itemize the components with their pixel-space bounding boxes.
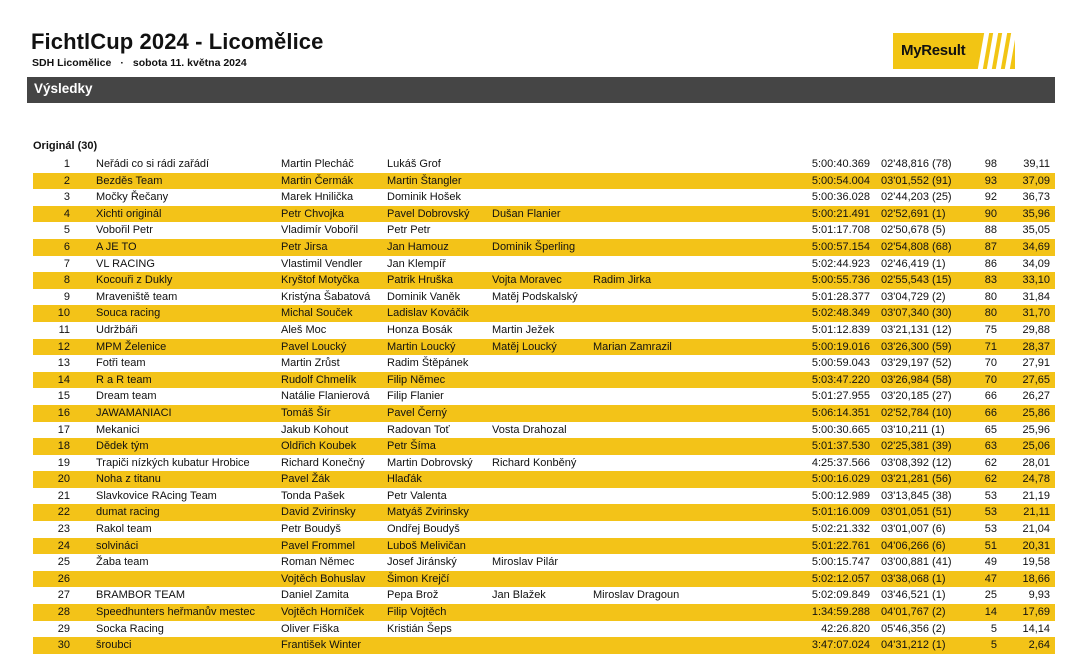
table-row [33,289,1055,306]
best-lap-cell: 03'01,552 (91) [881,174,952,187]
team-name-cell: Socka Racing [96,622,164,635]
team-name-cell: Mraveniště team [96,290,178,303]
member-cell: Luboš Melivičan [387,539,466,552]
member-cell: Šimon Krejčí [387,572,450,585]
member-cell: Filip Flanier [387,390,444,403]
avg-speed-cell: 25,06 [1022,440,1050,453]
laps-cell: 80 [984,307,997,320]
table-row [33,571,1055,588]
table-row [33,438,1055,455]
member-cell: Richard Konečný [281,456,365,469]
avg-speed-cell: 34,69 [1022,240,1050,253]
table-row [33,455,1055,472]
member-cell: Oliver Fiška [281,622,340,635]
laps-cell: 83 [984,274,997,287]
member-cell: Martin Loucký [387,340,456,353]
member-cell: Patrik Hruška [387,274,454,287]
section-header-bar [27,77,1055,103]
results-table [33,156,1055,654]
total-time-cell: 5:01:17.708 [811,224,870,237]
member-cell: Radim Jirka [593,274,652,287]
avg-speed-cell: 18,66 [1022,572,1050,585]
avg-speed-cell: 35,05 [1022,224,1050,237]
rank-cell: 23 [57,523,70,536]
table-row [33,305,1055,322]
team-name-cell: Fotři team [96,357,146,370]
team-name-cell: Souca racing [96,307,161,320]
laps-cell: 5 [990,639,997,652]
avg-speed-cell: 37,09 [1022,174,1050,187]
total-time-cell: 5:00:40.369 [811,158,870,170]
member-cell: Daniel Zamita [281,589,349,602]
team-name-cell: Rakol team [96,523,152,536]
total-time-cell: 5:06:14.351 [811,406,870,419]
total-time-cell: 5:00:16.029 [811,473,870,486]
total-time-cell: 5:01:37.530 [811,440,870,453]
total-time-cell: 5:00:59.043 [811,357,870,370]
member-cell: Martin Ježek [492,323,555,336]
team-name-cell: Žaba team [96,556,149,569]
rank-cell: 30 [57,639,70,652]
member-cell: Vojtěch Bohuslav [281,572,366,585]
team-name-cell: Trapiči nízkých kubatur Hrobice [96,456,250,469]
laps-cell: 70 [984,373,997,386]
avg-speed-cell: 25,96 [1022,423,1050,436]
team-name-cell: Noha z titanu [96,473,161,486]
team-name-cell: Vobořil Petr [96,224,153,237]
rank-cell: 21 [57,489,70,502]
best-lap-cell: 02'46,419 (1) [881,257,946,270]
avg-speed-cell: 21,19 [1022,489,1050,502]
table-row [33,538,1055,555]
member-cell: Ondřej Boudyš [387,523,460,536]
team-name-cell: Neřádi co si rádi zařádí [96,158,210,170]
avg-speed-cell: 28,01 [1022,456,1050,469]
member-cell: Hlaďák [387,473,422,486]
rank-cell: 28 [57,606,70,619]
rank-cell: 18 [57,440,70,453]
member-cell: Pavel Frommel [281,539,355,552]
total-time-cell: 5:00:36.028 [811,191,870,204]
team-name-cell: Slavkovice RAcing Team [96,489,217,502]
myresult-logo[interactable] [893,33,1015,69]
member-cell: Vladimír Vobořil [281,224,359,237]
best-lap-cell: 03'13,845 (38) [881,489,952,502]
best-lap-cell: 03'00,881 (41) [881,556,952,569]
best-lap-cell: 05'46,356 (2) [881,622,946,635]
table-row [33,206,1055,223]
avg-speed-cell: 20,31 [1022,539,1050,552]
best-lap-cell: 04'06,266 (6) [881,539,946,552]
team-name-cell: Xichti originál [96,207,162,220]
laps-cell: 70 [984,357,997,370]
member-cell: Vlastimil Vendler [281,257,363,270]
avg-speed-cell: 31,70 [1022,307,1050,320]
total-time-cell: 5:02:09.849 [811,589,870,602]
member-cell: František Winter [281,639,362,652]
avg-speed-cell: 21,11 [1023,506,1050,519]
table-row [33,504,1055,521]
member-cell: Pepa Brož [387,589,439,602]
laps-cell: 75 [984,323,997,336]
laps-cell: 93 [984,174,997,187]
rank-cell: 27 [57,589,70,602]
team-name-cell: JAWAMANIACI [96,406,172,419]
member-cell: Miroslav Pilár [492,556,559,569]
laps-cell: 62 [984,456,997,469]
team-name-cell: Dream team [96,390,157,403]
table-row [33,621,1055,638]
rank-cell: 17 [57,423,70,436]
avg-speed-cell: 19,58 [1022,556,1050,569]
rank-cell: 13 [57,357,70,370]
best-lap-cell: 02'55,543 (15) [881,274,952,287]
best-lap-cell: 03'01,007 (6) [881,523,946,536]
rank-cell: 4 [63,207,70,220]
logo-text: MyResult [901,42,966,59]
member-cell: Martin Zrůst [281,357,340,370]
table-row [33,239,1055,256]
avg-speed-cell: 35,96 [1022,207,1050,220]
member-cell: Martin Štangler [387,174,462,187]
table-row [33,405,1055,422]
avg-speed-cell: 29,88 [1022,323,1050,336]
member-cell: Kristýna Šabatová [281,290,371,303]
avg-speed-cell: 25,86 [1022,406,1050,419]
rank-cell: 7 [63,257,70,270]
member-cell: Dominik Šperling [492,240,576,253]
total-time-cell: 5:00:21.491 [811,207,870,220]
laps-cell: 71 [984,340,997,353]
total-time-cell: 5:01:28.377 [811,290,870,303]
rank-cell: 2 [63,174,70,187]
member-cell: Petr Chvojka [281,207,344,220]
team-name-cell: MPM Želenice [96,340,167,353]
member-cell: Matěj Podskalský [492,290,578,303]
organizer: SDH Licomělice [32,57,112,69]
member-cell: Rudolf Chmelík [281,373,357,386]
rank-cell: 3 [63,191,70,204]
member-cell: Michal Souček [281,307,353,320]
event-subtitle [32,57,247,69]
team-name-cell: Speedhunters heřmanův mestec [96,606,255,619]
team-name-cell: Močky Řečany [96,191,169,204]
member-cell: Martin Dobrovský [387,456,473,469]
member-cell: Jakub Kohout [281,423,349,436]
avg-speed-cell: 24,78 [1022,473,1050,486]
rank-cell: 11 [58,323,70,336]
best-lap-cell: 03'21,281 (56) [881,473,952,486]
best-lap-cell: 03'01,051 (51) [881,506,952,519]
laps-cell: 98 [984,158,997,170]
total-time-cell: 5:02:21.332 [811,523,870,536]
member-cell: Tonda Pašek [281,489,345,502]
best-lap-cell: 02'52,784 (10) [881,406,952,419]
laps-cell: 80 [984,290,997,303]
rank-cell: 10 [57,307,70,320]
table-row [33,488,1055,505]
best-lap-cell: 03'26,984 (58) [881,373,952,386]
laps-cell: 62 [984,473,997,486]
laps-cell: 92 [984,191,997,204]
team-name-cell: A JE TO [96,240,137,253]
member-cell: Aleš Moc [281,323,327,336]
total-time-cell: 5:01:16.009 [811,506,870,519]
member-cell: Pavel Dobrovský [387,207,470,220]
total-time-cell: 4:25:37.566 [811,456,870,469]
total-time-cell: 5:00:55.736 [811,274,870,287]
team-name-cell: šroubci [96,639,132,652]
laps-cell: 63 [984,440,997,453]
laps-cell: 90 [984,207,997,220]
avg-speed-cell: 39,11 [1023,158,1050,170]
avg-speed-cell: 27,91 [1022,357,1050,370]
team-name-cell: Kocouři z Dukly [96,274,173,287]
laps-cell: 25 [984,589,997,602]
member-cell: Josef Jiránský [387,556,457,569]
total-time-cell: 5:01:12.839 [811,323,870,336]
team-name-cell: Mekanici [96,423,140,436]
rank-cell: 20 [57,473,70,486]
best-lap-cell: 04'01,767 (2) [881,606,946,619]
team-name-cell: dumat racing [96,506,160,519]
member-cell: Vojtěch Horníček [281,606,365,619]
member-cell: Dušan Flanier [492,207,561,220]
rank-cell: 12 [57,340,70,353]
table-row [33,372,1055,389]
laps-cell: 88 [984,224,997,237]
logo-stripe [1005,33,1016,69]
member-cell: Ladislav Kováčik [387,307,469,320]
member-cell: Pavel Černý [387,406,447,419]
team-name-cell: Dědek tým [96,440,149,453]
best-lap-cell: 03'26,300 (59) [881,340,952,353]
total-time-cell: 5:00:15.747 [811,556,870,569]
laps-cell: 53 [984,506,997,519]
best-lap-cell: 02'54,808 (68) [881,240,952,253]
best-lap-cell: 02'48,816 (78) [881,158,952,170]
member-cell: Richard Konběný [492,456,577,469]
table-row [33,471,1055,488]
table-row [33,355,1055,372]
best-lap-cell: 03'08,392 (12) [881,456,952,469]
team-name-cell: solvináci [96,539,139,552]
member-cell: Martin Plecháč [281,158,354,170]
avg-speed-cell: 31,84 [1022,290,1050,303]
member-cell: Kryštof Motyčka [281,274,360,287]
table-row [33,222,1055,239]
page-title: FichtlCup 2024 - Licomělice [31,29,324,54]
table-row [33,422,1055,439]
member-cell: David Zvirinsky [281,506,356,519]
member-cell: Matyáš Zvirinsky [387,506,469,519]
total-time-cell: 5:02:48.349 [811,307,870,320]
event-date: sobota 11. května 2024 [132,57,247,69]
member-cell: Radovan Toť [387,423,450,436]
best-lap-cell: 03'04,729 (2) [881,290,946,303]
best-lap-cell: 02'44,203 (25) [881,191,952,204]
member-cell: Vojta Moravec [492,274,562,287]
rank-cell: 26 [57,572,70,585]
member-cell: Filip Vojtěch [387,606,447,619]
best-lap-cell: 03'38,068 (1) [881,572,946,585]
team-name-cell: Bezděs Team [96,174,163,187]
member-cell: Dominik Vaněk [387,290,461,303]
total-time-cell: 5:00:54.004 [811,174,870,187]
laps-cell: 66 [984,390,997,403]
table-row [33,637,1055,654]
member-cell: Petr Valenta [387,489,447,502]
member-cell: Dominik Hošek [387,191,461,204]
member-cell: Jan Blažek [492,589,546,602]
member-cell: Matěj Loucký [492,340,557,353]
best-lap-cell: 03'29,197 (52) [881,357,952,370]
table-row [33,339,1055,356]
rank-cell: 15 [57,390,70,403]
rank-cell: 25 [57,556,70,569]
laps-cell: 47 [984,572,997,585]
laps-cell: 87 [984,240,997,253]
rank-cell: 22 [57,506,70,519]
laps-cell: 5 [990,622,997,635]
member-cell: Filip Němec [387,373,446,386]
member-cell: Honza Bosák [387,323,453,336]
member-cell: Tomáš Šír [281,406,331,419]
team-name-cell: VL RACING [96,257,155,270]
total-time-cell: 5:01:22.761 [811,539,870,552]
table-row [33,173,1055,190]
total-time-cell: 5:02:12.057 [811,572,870,585]
laps-cell: 65 [984,423,997,436]
best-lap-cell: 03'21,131 (12) [881,323,952,336]
team-name-cell: R a R team [96,373,152,386]
rank-cell: 9 [63,290,70,303]
best-lap-cell: 02'25,381 (39) [881,440,952,453]
member-cell: Kristián Šeps [387,622,452,635]
member-cell: Miroslav Dragoun [593,589,680,602]
member-cell: Natálie Flanierová [281,390,370,403]
best-lap-cell: 03'46,521 (1) [881,589,946,602]
total-time-cell: 5:00:30.665 [811,423,870,436]
table-row [33,587,1055,604]
avg-speed-cell: 27,65 [1022,373,1050,386]
table-row [33,554,1055,571]
table-row [33,521,1055,538]
avg-speed-cell: 34,09 [1022,257,1050,270]
avg-speed-cell: 14,14 [1022,622,1050,635]
avg-speed-cell: 17,69 [1022,606,1050,619]
table-row [33,256,1055,273]
best-lap-cell: 04'31,212 (1) [881,639,946,652]
laps-cell: 49 [984,556,997,569]
member-cell: Petr Boudyš [281,523,341,536]
best-lap-cell: 03'20,185 (27) [881,390,952,403]
total-time-cell: 42:26.820 [821,622,870,635]
table-row [33,322,1055,339]
member-cell: Radim Štěpánek [387,357,469,370]
rank-cell: 16 [57,406,70,419]
table-row [33,388,1055,405]
total-time-cell: 5:00:57.154 [811,240,870,253]
total-time-cell: 5:00:12.989 [811,489,870,502]
table-row [33,604,1055,621]
total-time-cell: 5:01:27.955 [811,390,870,403]
member-cell: Pavel Žák [281,473,330,486]
member-cell: Marek Hnilička [281,191,354,204]
laps-cell: 66 [984,406,997,419]
category-title: Originál (30) [33,140,98,152]
avg-speed-cell: 26,27 [1022,390,1050,403]
member-cell: Lukáš Grof [387,158,441,170]
laps-cell: 14 [984,606,997,619]
rank-cell: 1 [63,158,70,170]
team-name-cell: BRAMBOR TEAM [96,589,186,602]
member-cell: Vosta Drahozal [492,423,567,436]
rank-cell: 29 [57,622,70,635]
subtitle-separator: · [120,57,124,69]
avg-speed-cell: 21,04 [1022,523,1050,536]
rank-cell: 14 [57,373,70,386]
member-cell: Oldřich Koubek [281,440,357,453]
avg-speed-cell: 36,73 [1022,191,1050,204]
laps-cell: 53 [984,523,997,536]
section-title: Výsledky [34,81,93,96]
avg-speed-cell: 28,37 [1022,340,1050,353]
rank-cell: 5 [63,224,70,237]
member-cell: Jan Hamouz [387,240,449,253]
rank-cell: 8 [63,274,70,287]
avg-speed-cell: 9,93 [1028,589,1050,602]
rank-cell: 24 [57,539,70,552]
best-lap-cell: 03'07,340 (30) [881,307,952,320]
avg-speed-cell: 2,64 [1028,639,1050,652]
rank-cell: 6 [63,240,70,253]
member-cell: Marian Zamrazil [593,340,672,353]
total-time-cell: 5:00:19.016 [811,340,870,353]
laps-cell: 53 [984,489,997,502]
table-row [33,156,1055,173]
table-row [33,189,1055,206]
avg-speed-cell: 33,10 [1022,274,1050,287]
rank-cell: 19 [57,456,70,469]
member-cell: Petr Petr [387,224,431,237]
total-time-cell: 5:02:44.923 [811,257,870,270]
member-cell: Pavel Loucký [281,340,347,353]
laps-cell: 86 [984,257,997,270]
member-cell: Roman Němec [281,556,355,569]
best-lap-cell: 03'10,211 (1) [881,423,945,436]
total-time-cell: 3:47:07.024 [811,639,870,652]
total-time-cell: 1:34:59.288 [811,606,870,619]
total-time-cell: 5:03:47.220 [811,373,870,386]
member-cell: Jan Klempíř [387,257,446,270]
member-cell: Petr Šíma [387,440,436,453]
table-row [33,272,1055,289]
laps-cell: 51 [984,539,997,552]
best-lap-cell: 02'50,678 (5) [881,224,946,237]
member-cell: Petr Jirsa [281,240,328,253]
team-name-cell: Udržbáři [96,323,138,336]
member-cell: Martin Čermák [281,174,354,187]
best-lap-cell: 02'52,691 (1) [881,207,946,220]
